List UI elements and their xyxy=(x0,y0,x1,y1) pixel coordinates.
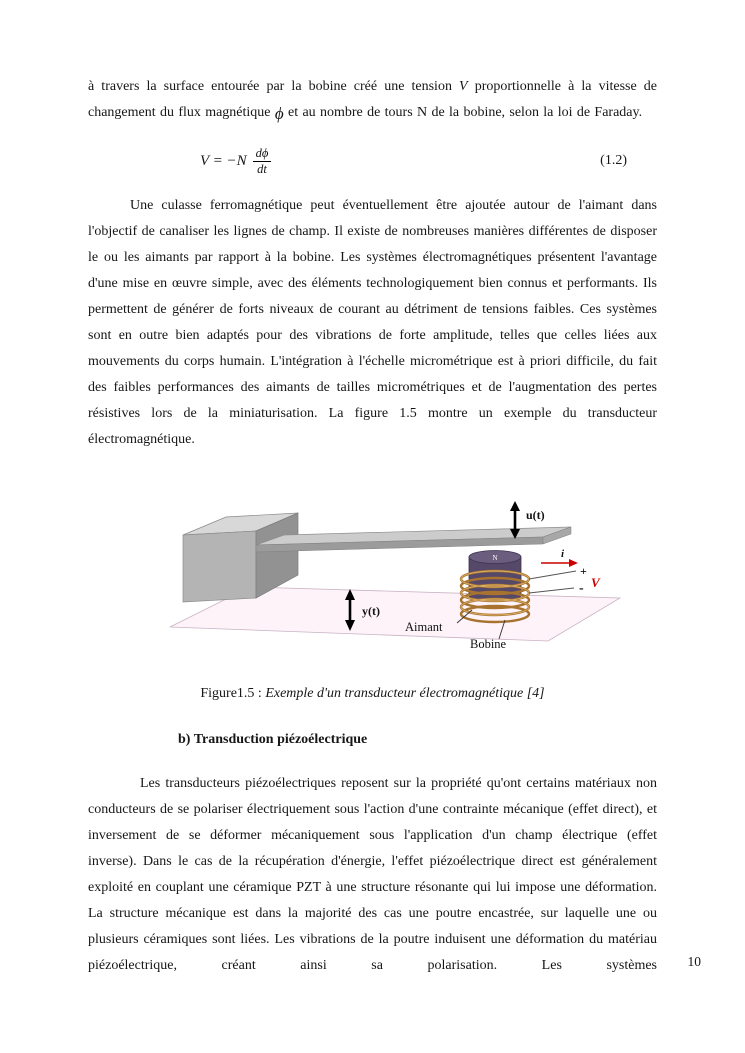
support-block-front xyxy=(183,531,256,602)
magnet-pole-label: N xyxy=(491,554,498,562)
paragraph-1-text-c: et au nombre de tours N de la bobine, selon la loi de Faraday. xyxy=(283,105,643,120)
coil-wire-top xyxy=(529,571,576,579)
current-arrow xyxy=(541,559,578,567)
figure-caption-text: Exemple d'un transducteur électromagnétique [4] xyxy=(265,686,545,701)
page-number: 10 xyxy=(687,954,701,969)
figure-1-5 xyxy=(118,499,687,669)
paragraph-1-text-a: à travers la surface entourée par la bobine créé une tension xyxy=(88,79,460,94)
figure-caption-label: Figure1.5 : xyxy=(200,686,262,701)
paragraph-1 xyxy=(88,74,657,127)
equation-number: (1.2) xyxy=(600,153,627,168)
paragraph-3: Les transducteurs piézoélectriques reposent sur la propriété qu'ont certains matériaux non conducteurs de se polariser électriquement sous l'action d'une contrainte mécanique (effet direct), et inversement de se déformer mécaniquement sous l'application d'un champ électrique (effet inverse). Dans le cas de la récupération d'énergie, l'effet piézoélectrique direct est généralement exploité en couplant une céramique PZT à une structure résonante qui lui impose une déformation. La structure mécanique est dans la majorité des cas une poutre encastrée, sur laquelle une ou plusieurs céramiques sont liées. Les vibrations de la poutre induisent une déformation du matériau piézoélectrique, créant ainsi sa polarisation. Les systèmes xyxy=(88,776,657,973)
u-t-label: u(t) xyxy=(525,508,545,522)
plus-terminal: + xyxy=(579,564,587,578)
paragraph-2: Une culasse ferromagnétique peut éventuellement être ajoutée autour de l'aimant dans l'objectif de canaliser les lignes de champ. Il existe de nombreuses manières différentes de disposer le ou les aimants par rapport à la bobine. Les systèmes électromagnétiques présentent l'avantage d'une mise en œuvre simple, avec des éléments technologiquement bien connus et performants. Ils permettent de générer de forts niveaux de courant au détriment de tensions faibles. Ces systèmes sont en outre bien adaptés pour des vibrations de forte amplitude, telles que celles liées aux mouvements du corps humain. L'intégration à l'échelle micrométrique est à priori difficile, du fait des faibles performances des aimants de tailles micrométriques et de l'augmentation des pertes résistives lors de la miniaturisation. La figure 1.5 montre un exemple du transducteur électromagnétique. xyxy=(88,198,657,447)
coil-wire-bottom xyxy=(529,588,574,593)
equation-numerator: dϕ xyxy=(253,146,272,162)
minus-terminal: - xyxy=(578,581,584,596)
equation-lhs: V = −N xyxy=(200,152,247,169)
faraday-equation xyxy=(200,146,271,177)
electromagnetic-transducer-figure xyxy=(168,499,638,667)
magnet-label: Aimant xyxy=(404,620,442,634)
section-heading-b: b) Transduction piézoélectrique xyxy=(178,732,368,747)
equation-row xyxy=(88,141,657,181)
paragraph-3-block xyxy=(88,771,657,979)
y-t-label: y(t) xyxy=(361,604,380,618)
paragraph-1-text-b: proportionnelle à la vitesse de changement du flux magnétique xyxy=(88,79,657,120)
equation-denominator: dt xyxy=(257,161,267,176)
coil-label: Bobine xyxy=(469,637,506,651)
phi-symbol: ϕ xyxy=(274,104,284,123)
equation-fraction xyxy=(253,146,272,177)
voltage-label: V xyxy=(590,575,600,590)
variable-v: V xyxy=(459,79,468,94)
figure-caption xyxy=(88,683,657,705)
current-label: i xyxy=(560,548,564,560)
